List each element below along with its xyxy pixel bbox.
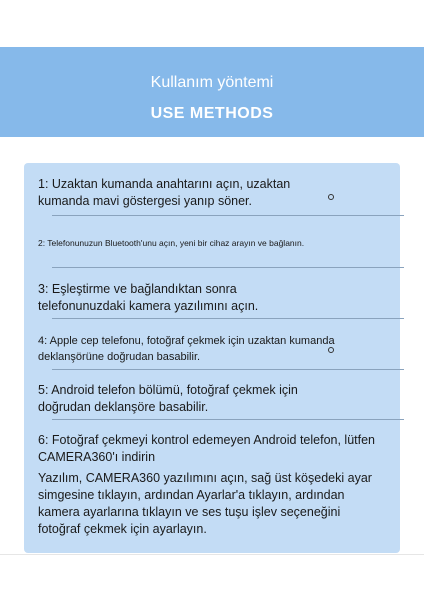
bullet-dot-icon	[328, 194, 334, 200]
divider	[52, 419, 404, 420]
header-banner	[0, 47, 424, 137]
footer-divider	[0, 554, 424, 555]
instructions-card	[24, 163, 400, 553]
step-1: 1: Uzaktan kumanda anahtarını açın, uzaktan kumanda mavi göstergesi yanıp söner.	[38, 177, 291, 208]
step-2: 2: Telefonunuzun Bluetooth'unu açın, yeni bir cihaz arayın ve bağlanın.	[38, 238, 305, 248]
divider	[52, 369, 404, 370]
step-3: 3: Eşleştirme ve bağlandıktan sonra telefonunuzdaki kamera yazılımını açın.	[38, 282, 259, 313]
divider	[52, 215, 404, 216]
step-6: 6: Fotoğraf çekmeyi kontrol edemeyen Android telefon, lütfen CAMERA360'ı indirin	[38, 433, 375, 464]
title-turkish: Kullanım yöntemi	[150, 74, 274, 91]
step-4: 4: Apple cep telefonu, fotoğraf çekmek için uzaktan kumanda deklanşörüne doğrudan basabilir.	[38, 335, 335, 363]
step-5: 5: Android telefon bölümü, fotoğraf çekmek için doğrudan deklanşöre basabilir.	[38, 383, 298, 414]
title-english: USE METHODS	[150, 105, 274, 122]
divider	[52, 318, 404, 319]
bullet-dot-icon	[328, 347, 334, 353]
software-instructions: Yazılım, CAMERA360 yazılımını açın, sağ üst köşedeki ayar simgesine tıklayın, ardından Ayarlar'a tıklayın, ardından kamera ayarlarına tıklayın ve ses tuşu işlev seçeneğini fotoğraf çekmek için ayarlayın.	[38, 471, 372, 536]
divider	[52, 267, 404, 268]
